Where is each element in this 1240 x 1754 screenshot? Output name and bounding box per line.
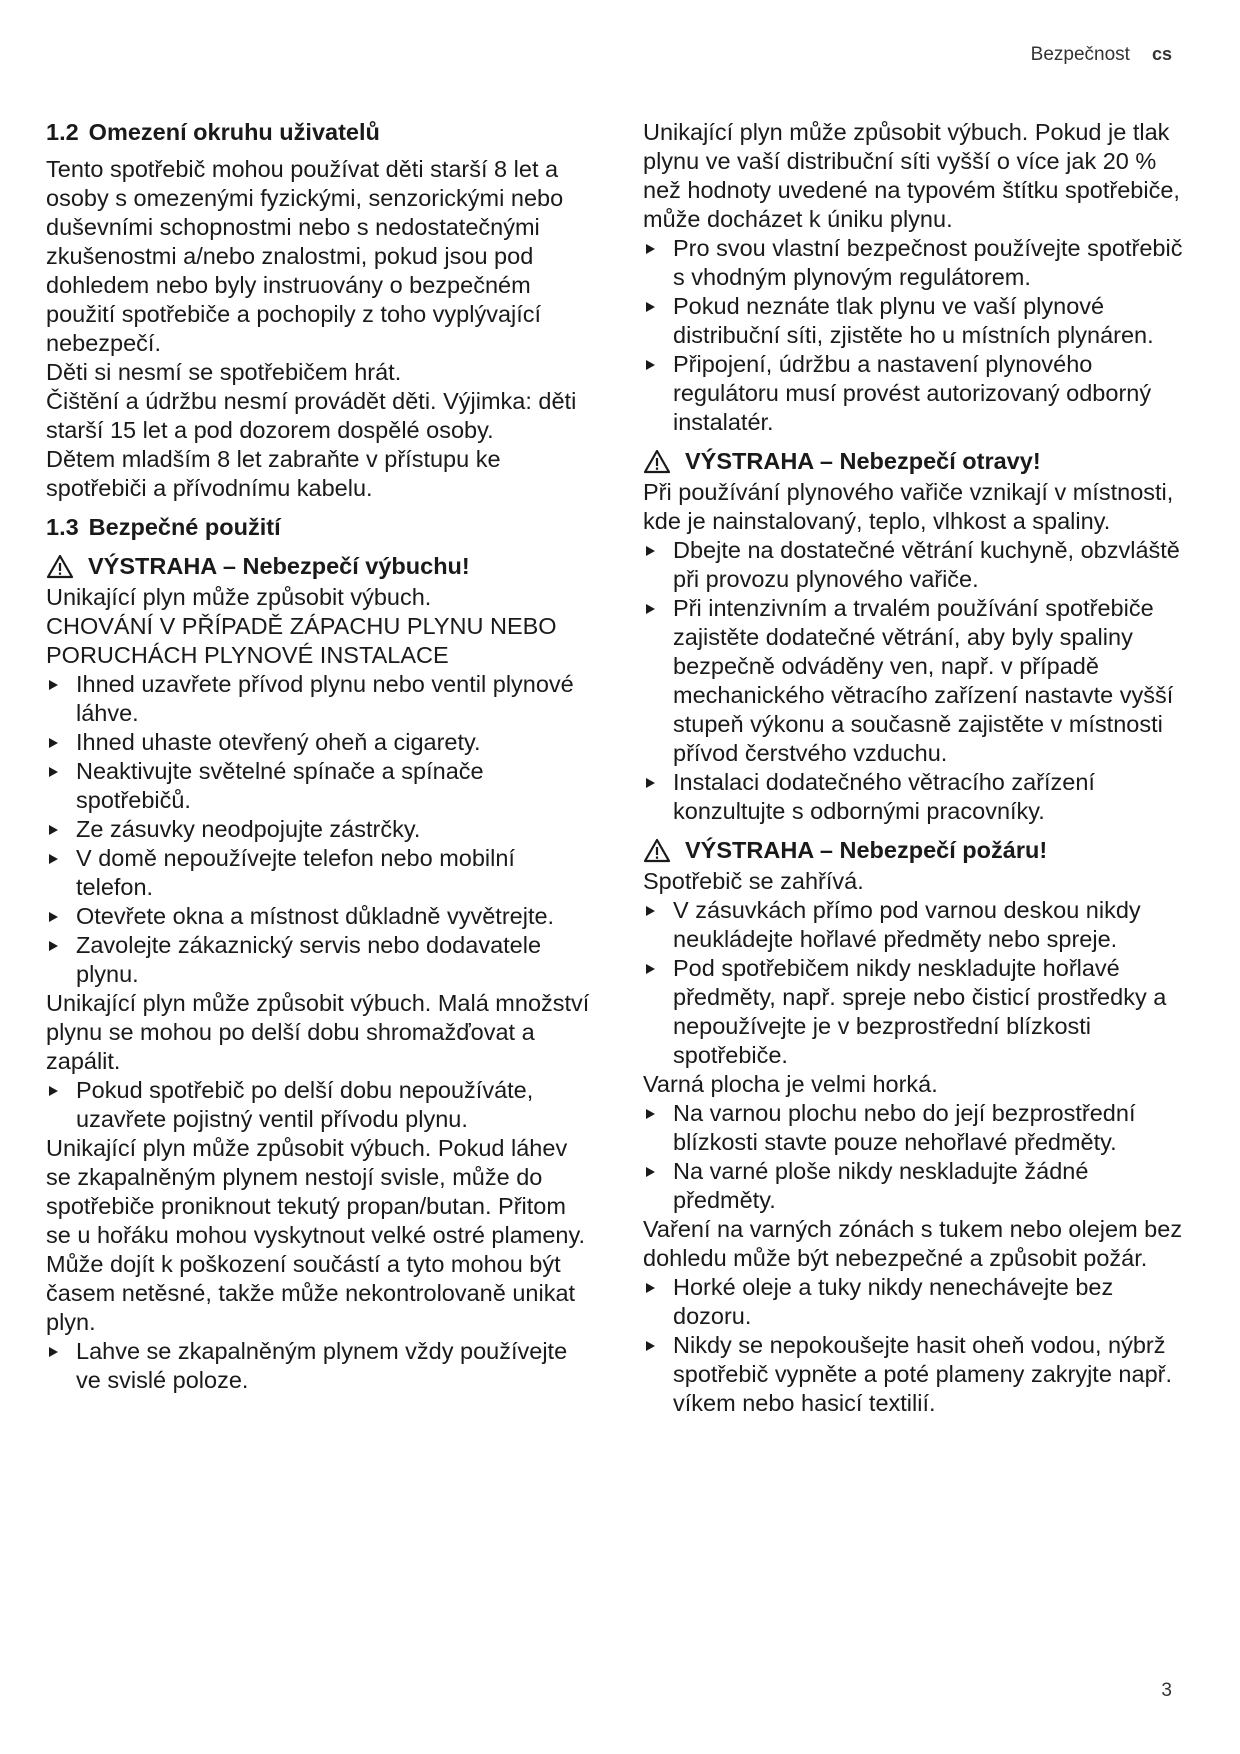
left-column (46, 118, 591, 1395)
warning-text: VÝSTRAHA – Nebezpečí požáru! (685, 837, 1048, 863)
list-item: Připojení, údržbu a nastavení plynového regulátoru musí provést autorizovaný odborný instalatér. (643, 350, 1188, 437)
paragraph: Tento spotřebič mohou používat děti starší 8 let a osoby s omezenými fyzickými, senzorickými nebo duševními schopnostmi nebo s nedostatečnými zkušenostmi a/nebo znalostmi, pokud jsou pod dohledem nebo byly instruovány o bezpečném použití spotřebiče a pochopily z toho vyplývající nebezpečí. (46, 156, 564, 356)
paragraph: CHOVÁNÍ V PŘÍPADĚ ZÁPACHU PLYNU NEBO PORUCHÁCH PLYNOVÉ INSTALACE (46, 613, 557, 668)
section-name: Bezpečnost (1030, 44, 1130, 65)
instruction-list (643, 536, 1188, 826)
paragraph: Unikající plyn může způsobit výbuch. (46, 584, 432, 610)
instruction-list (46, 1337, 591, 1395)
instruction-list (46, 670, 591, 989)
list-item: Při intenzivním a trvalém používání spotřebiče zajistěte dodatečné větrání, aby byly spaliny bezpečně odváděny ven, např. v případě mechanického větracího zařízení nastavte vyšší stupeň výkonu a současně zajistěte v místnosti přívod čerstvého vzduchu. (643, 594, 1188, 768)
warning-fire (643, 836, 1188, 865)
list-item: Nikdy se nepokoušejte hasit oheň vodou, nýbrž spotřebič vypněte a poté plameny zakryjte např. víkem nebo hasicí textilií. (643, 1331, 1188, 1418)
list-item: Instalaci dodatečného větracího zařízení konzultujte s odbornými pracovníky. (643, 768, 1188, 826)
warning-explosion (46, 552, 591, 581)
list-item: Lahve se zkapalněným plynem vždy používejte ve svislé poloze. (46, 1337, 591, 1395)
list-item: Na varnou plochu nebo do její bezprostřední blízkosti stavte pouze nehořlavé předměty. (643, 1099, 1188, 1157)
paragraph: Čištění a údržbu nesmí provádět děti. Výjimka: děti starší 15 let a pod dozorem dospělé osoby. (46, 388, 577, 443)
section-heading-1-3 (46, 513, 591, 542)
warning-triangle-icon (643, 838, 671, 863)
instruction-list (643, 1099, 1188, 1215)
instruction-list (643, 234, 1188, 437)
paragraph: Děti si nesmí se spotřebičem hrát. (46, 359, 402, 385)
list-item: Na varné ploše nikdy neskladujte žádné předměty. (643, 1157, 1188, 1215)
paragraph: Unikající plyn může způsobit výbuch. Pokud láhev se zkapalněným plynem nestojí svisle, může do spotřebiče proniknout tekutý propan/butan. Přitom se u hořáku mohou vyskytnout velké ostré plameny. Může dojít k poškození součástí a tyto mohou být časem netěsné, takže může nekontrolovaně unikat plyn. (46, 1135, 586, 1335)
list-item: Pokud neznáte tlak plynu ve vaší plynové distribuční síti, zjistěte ho u místních plynáren. (643, 292, 1188, 350)
list-item: V domě nepoužívejte telefon nebo mobilní telefon. (46, 844, 591, 902)
page-header (1031, 44, 1172, 66)
instruction-list (643, 1273, 1188, 1418)
section-title: Omezení okruhu uživatelů (88, 119, 380, 145)
warning-text: VÝSTRAHA – Nebezpečí výbuchu! (88, 553, 470, 579)
page-number: 3 (1161, 1680, 1172, 1701)
list-item: V zásuvkách přímo pod varnou deskou nikdy neukládejte hořlavé předměty nebo spreje. (643, 896, 1188, 954)
list-item: Ze zásuvky neodpojujte zástrčky. (46, 815, 591, 844)
language-code: cs (1151, 44, 1172, 64)
list-item: Zavolejte zákaznický servis nebo dodavatele plynu. (46, 931, 591, 989)
list-item: Otevřete okna a místnost důkladně vyvětrejte. (46, 902, 591, 931)
instruction-list (643, 896, 1188, 1070)
warning-triangle-icon (643, 449, 671, 474)
instruction-list (46, 1076, 591, 1134)
list-item: Pro svou vlastní bezpečnost používejte spotřebič s vhodným plynovým regulátorem. (643, 234, 1188, 292)
warning-poisoning (643, 447, 1188, 476)
right-column (643, 118, 1188, 1418)
warning-triangle-icon (46, 554, 74, 579)
paragraph: Unikající plyn může způsobit výbuch. Pokud je tlak plynu ve vaší distribuční síti vyšší o více jak 20 % než hodnoty uvedené na typovém štítku spotřebiče, může docházet k úniku plynu. (643, 119, 1180, 232)
list-item: Ihned uzavřete přívod plynu nebo ventil plynové láhve. (46, 670, 591, 728)
list-item: Dbejte na dostatečné větrání kuchyně, obzvláště při provozu plynového vařiče. (643, 536, 1188, 594)
list-item: Pod spotřebičem nikdy neskladujte hořlavé předměty, např. spreje nebo čisticí prostředky a nepoužívejte je v bezprostřední blízkosti spotřebiče. (643, 954, 1188, 1070)
paragraph: Dětem mladším 8 let zabraňte v přístupu ke spotřebiči a přívodnímu kabelu. (46, 446, 501, 501)
list-item: Ihned uhaste otevřený oheň a cigarety. (46, 728, 591, 757)
section-number: 1.3 (46, 514, 79, 540)
paragraph: Spotřebič se zahřívá. (643, 868, 864, 894)
paragraph: Vaření na varných zónách s tukem nebo olejem bez dohledu může být nebezpečné a způsobit požár. (643, 1216, 1183, 1271)
warning-text: VÝSTRAHA – Nebezpečí otravy! (685, 448, 1041, 474)
list-item: Neaktivujte světelné spínače a spínače spotřebičů. (46, 757, 591, 815)
paragraph: Při používání plynového vařiče vznikají v místnosti, kde je nainstalovaný, teplo, vlhkost a spaliny. (643, 479, 1174, 534)
section-number: 1.2 (46, 119, 79, 145)
section-title: Bezpečné použití (88, 514, 281, 540)
list-item: Pokud spotřebič po delší dobu nepoužíváte, uzavřete pojistný ventil přívodu plynu. (46, 1076, 591, 1134)
list-item: Horké oleje a tuky nikdy nenechávejte bez dozoru. (643, 1273, 1188, 1331)
section-heading-1-2 (46, 118, 591, 147)
paragraph: Unikající plyn může způsobit výbuch. Malá množství plynu se mohou po delší dobu shromažďovat a zapálit. (46, 990, 590, 1074)
paragraph: Varná plocha je velmi horká. (643, 1071, 938, 1097)
